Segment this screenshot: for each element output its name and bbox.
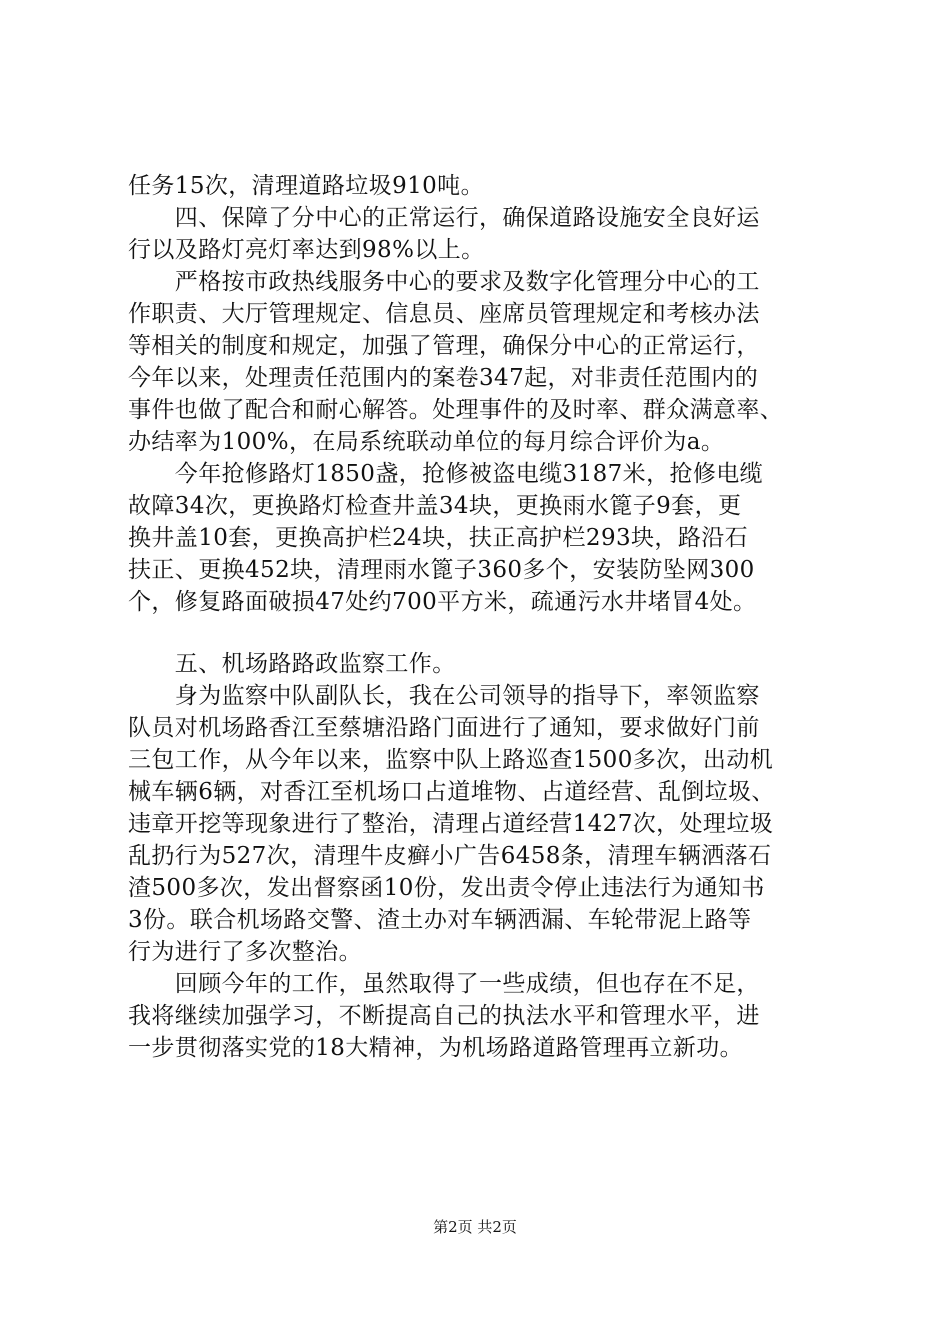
text-line: 换井盖10套，更换高护栏24块，扶正高护栏293块，路沿石: [128, 525, 749, 551]
text-line: 行以及路灯亮灯率达到98%以上。: [128, 237, 485, 263]
text-line: 渣500多次，发出督察函10份，发出责令停止违法行为通知书: [128, 875, 765, 901]
text-line: 身为监察中队副队长，我在公司领导的指导下，率领监察: [128, 683, 760, 709]
text-line: 等相关的制度和规定，加强了管理，确保分中心的正常运行，: [128, 333, 760, 359]
text-line: 今年抢修路灯1850盏，抢修被盗电缆3187米，抢修电缆: [128, 461, 764, 487]
section-heading: 五、机场路路政监察工作。: [128, 651, 456, 677]
text-line: 故障34次，更换路灯检查井盖34块，更换雨水篦子9套，更: [128, 493, 742, 519]
text-line: 3份。联合机场路交警、渣土办对车辆洒漏、车轮带泥上路等: [128, 907, 752, 933]
text-line: 三包工作，从今年以来，监察中队上路巡查1500多次，出动机: [128, 747, 774, 773]
document-body: [128, 170, 828, 1064]
text-line: 队员对机场路香江至蔡塘沿路门面进行了通知，要求做好门前: [128, 715, 760, 741]
text-line: 械车辆6辆，对香江至机场口占道堆物、占道经营、乱倒垃圾、: [128, 779, 775, 805]
page-number-footer: 第2页 共2页: [433, 1218, 517, 1236]
text-line: 扶正、更换452块，清理雨水篦子360多个，安装防坠网300: [128, 557, 755, 583]
text-line: 四、保障了分中心的正常运行，确保道路设施安全良好运: [128, 205, 760, 231]
text-line: 回顾今年的工作，虽然取得了一些成绩，但也存在不足，: [128, 971, 760, 997]
text-line: 我将继续加强学习，不断提高自己的执法水平和管理水平，进: [128, 1003, 760, 1029]
paragraph-gap: [128, 618, 828, 648]
text-line: 办结率为100%，在局系统联动单位的每月综合评价为a。: [128, 429, 725, 455]
text-line: 个，修复路面破损47处约700平方米，疏通污水井堵冒4处。: [128, 589, 757, 615]
text-line: 作职责、大厅管理规定、信息员、座席员管理规定和考核办法: [128, 301, 760, 327]
text-line: 违章开挖等现象进行了整治，清理占道经营1427次，处理垃圾: [128, 811, 774, 837]
text-line: 严格按市政热线服务中心的要求及数字化管理分中心的工: [128, 269, 760, 295]
text-line: 乱扔行为527次，清理牛皮癣小广告6458条，清理车辆洒落石: [128, 843, 772, 869]
text-line: 一步贯彻落实党的18大精神，为机场路道路管理再立新功。: [128, 1035, 744, 1061]
text-line: 任务15次，清理道路垃圾910吨。: [128, 173, 484, 199]
text-line: 行为进行了多次整治。: [128, 939, 362, 965]
text-line: 今年以来，处理责任范围内的案卷347起，对非责任范围内的: [128, 365, 759, 391]
text-line: 事件也做了配合和耐心解答。处理事件的及时率、群众满意率、: [128, 397, 784, 423]
